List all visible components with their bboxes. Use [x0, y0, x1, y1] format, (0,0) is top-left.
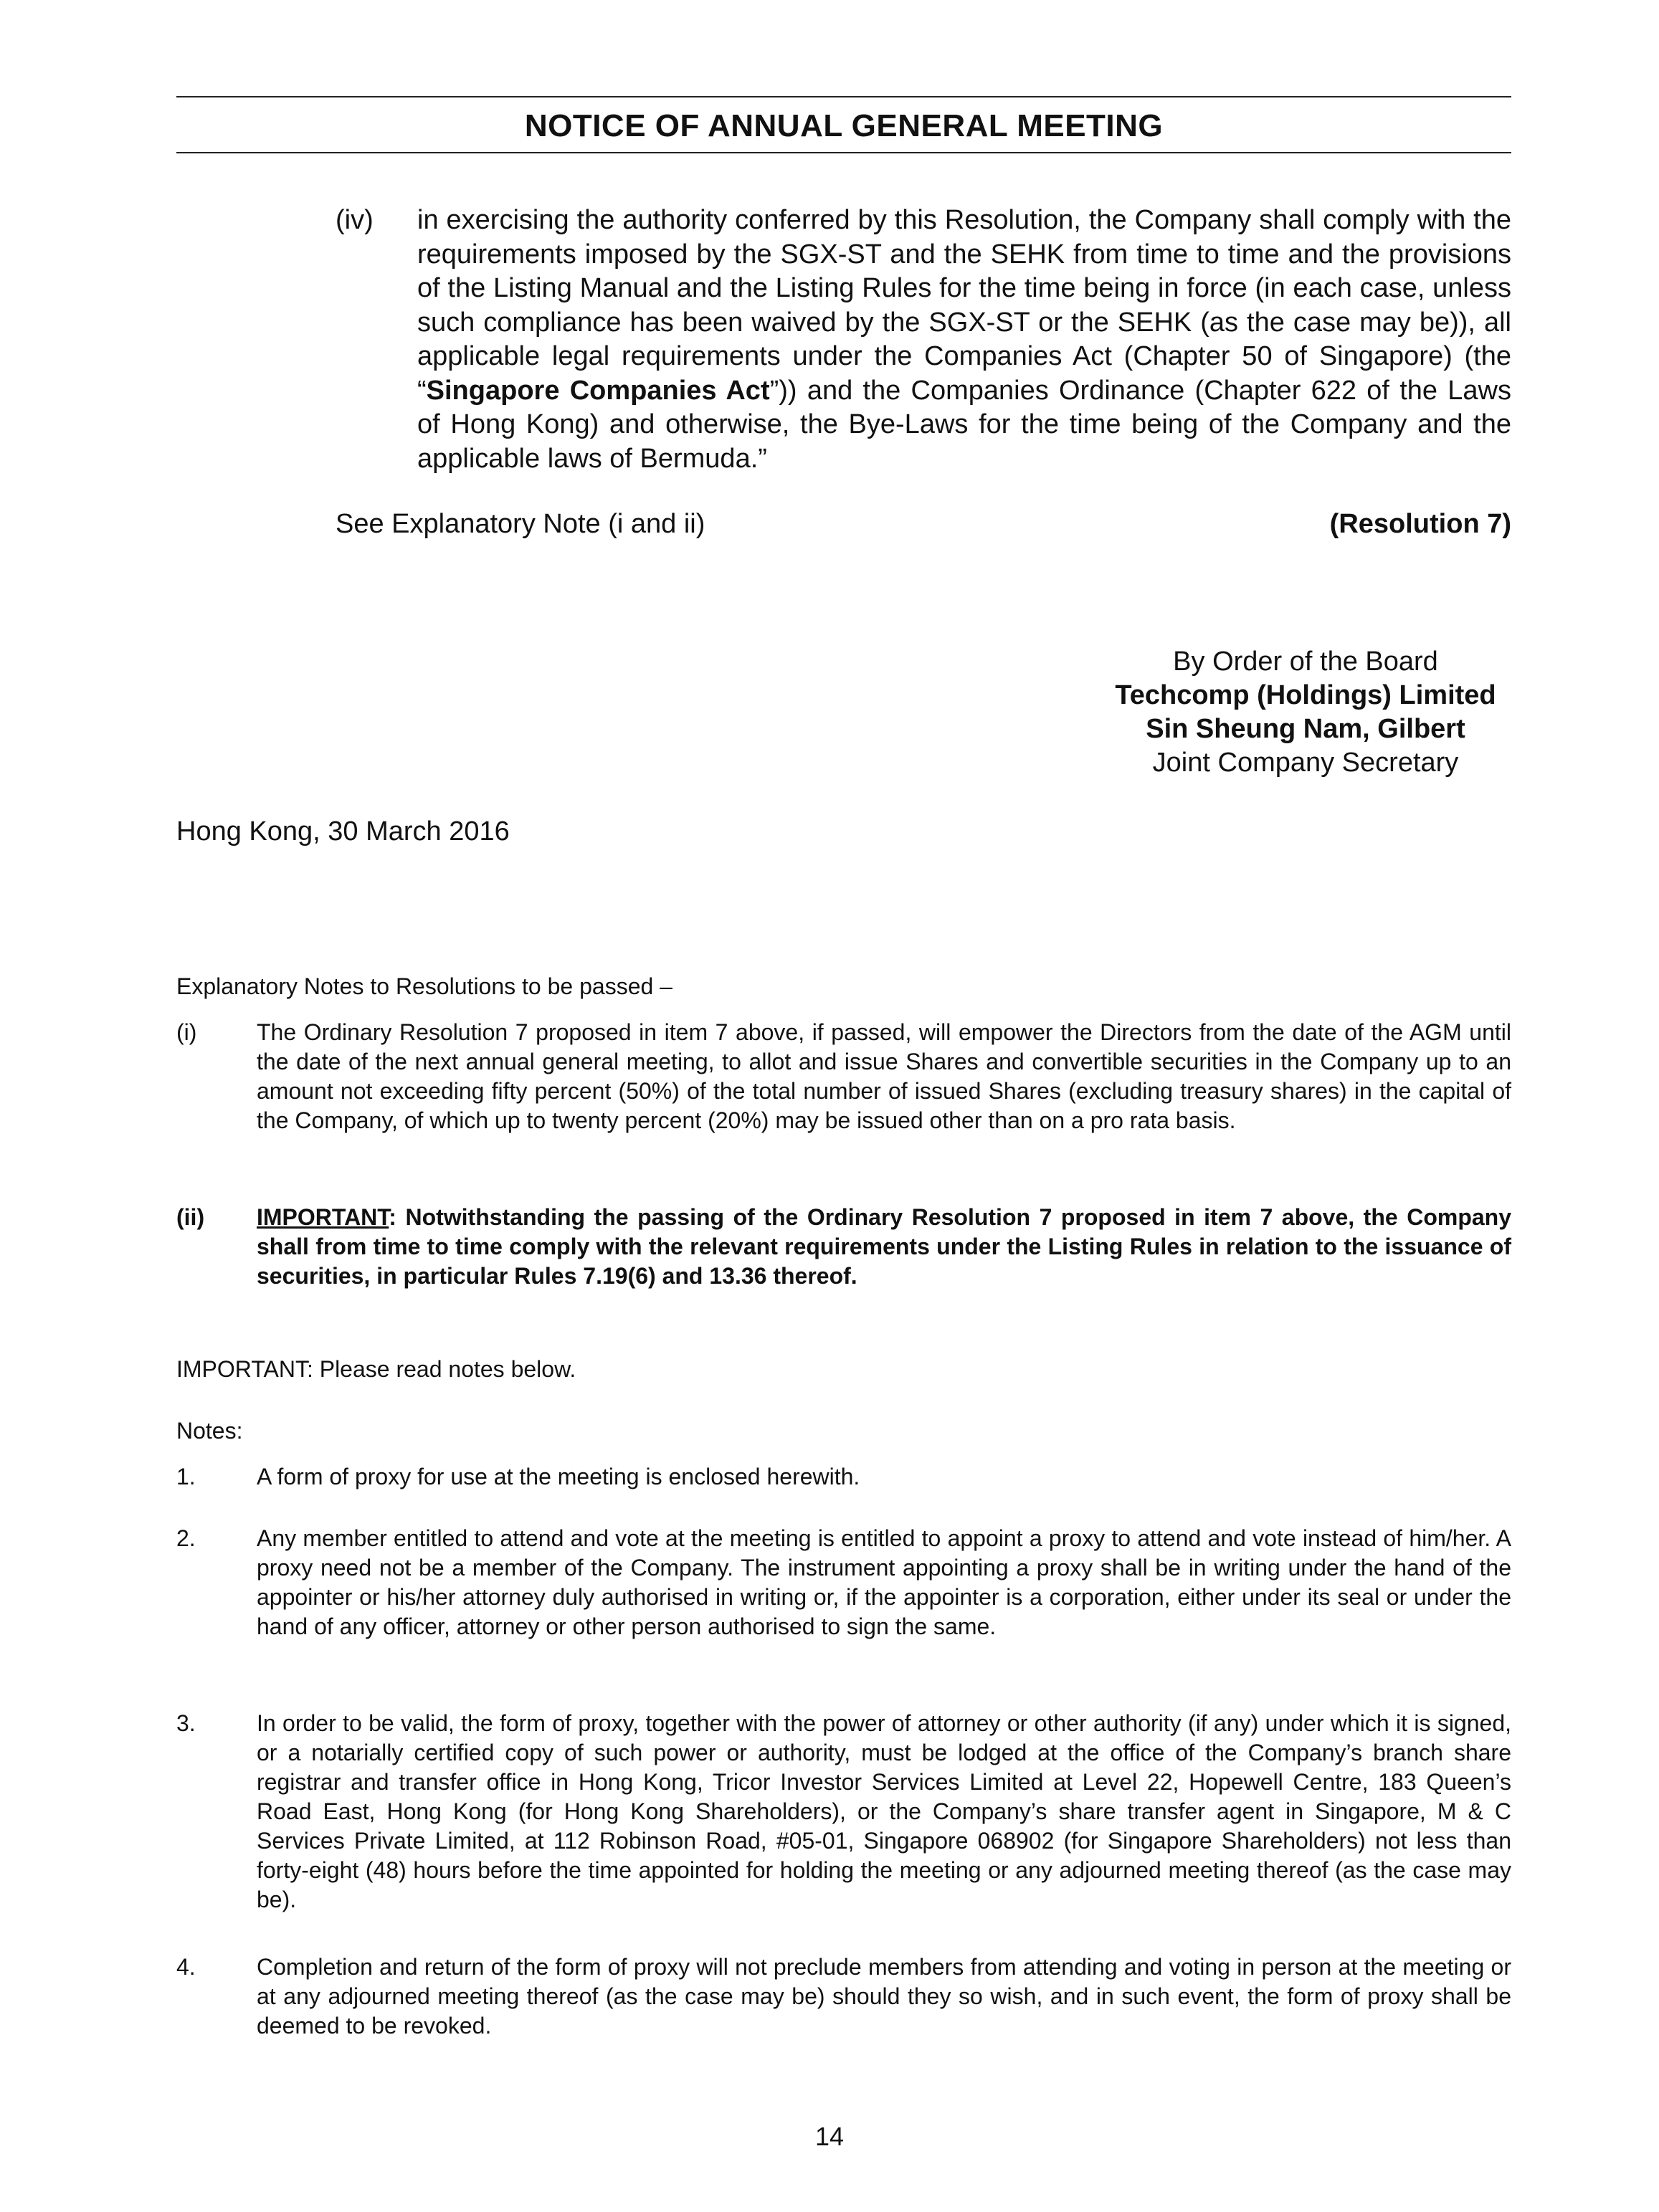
note-number: (i) — [176, 1019, 197, 1045]
defined-term: Singapore Companies Act — [426, 375, 770, 406]
explanatory-notes-heading: Explanatory Notes to Resolutions to be passed – — [176, 973, 672, 999]
note-number: (ii) — [176, 1204, 205, 1230]
company-name: Techcomp (Holdings) Limited — [1115, 680, 1496, 710]
note-2 — [176, 1524, 1511, 1641]
page-number: 14 — [814, 2122, 845, 2151]
resolution-item-iv — [336, 204, 1511, 476]
resolution-item-text — [417, 204, 1511, 476]
note-number: 2. — [176, 1525, 196, 1551]
note-text: The Ordinary Resolution 7 proposed in item 7 above, if passed, will empower the Directors from the date of the AGM until the date of the next annual general meeting, to allot and issue Shares and convertible securities in the Company up to an amount not exceeding fifty percent (50%) of the total number of issued Shares (excluding treasury shares) in the capital of the Company, of which up to twenty percent (20%) may be issued other than on a pro rata basis. — [257, 1019, 1511, 1133]
note-number: 3. — [176, 1710, 196, 1736]
signature-block — [1061, 645, 1550, 780]
resolution-label: (Resolution 7) — [1329, 509, 1511, 539]
explanatory-note-ii — [176, 1203, 1511, 1291]
see-note-text: See Explanatory Note (i and ii) — [336, 509, 705, 539]
note-number: 1. — [176, 1464, 196, 1489]
resolution-text-part2: ”)) and the Companies Ordinance (Chapter 622 of the Laws of Hong Kong) and otherwise, the Bye-Laws for the time being of the Company and the applicable laws of Bermuda.” — [417, 375, 1511, 474]
note-text: In order to be valid, the form of proxy, together with the power of attorney or other authority (if any) under which it is signed, or a notarially certified copy of such power or authority, must be lodged at the office of the Company’s branch share registrar and transfer office in Hong Kong, Tricor Investor Services Limited at Level 22, Hopewell Centre, 183 Queen’s Road East, Hong Kong (for Hong Kong Shareholders), or the Company’s share transfer agent in Singapore, M & C Services Private Limited, at 112 Robinson Road, #05-01, Singapore 068902 (for Singapore Shareholders) not less than forty-eight (48) hours before the time appointed for holding the meeting or any adjourned meeting thereof (as the case may be). — [257, 1710, 1511, 1912]
secretary-role: Joint Company Secretary — [1152, 748, 1459, 778]
note-text — [257, 1203, 1511, 1291]
resolution-item-number: (iv) — [336, 205, 374, 235]
note-text: A form of proxy for use at the meeting is enclosed herewith. — [257, 1464, 860, 1489]
page-title: NOTICE OF ANNUAL GENERAL MEETING — [524, 108, 1164, 143]
note-text: Completion and return of the form of proxy will not preclude members from attending and voting in person at the meeting or at any adjourned meeting thereof (as the case may be) should they so wish, and in such event, the form of proxy shall be deemed to be revoked. — [257, 1954, 1511, 2039]
note-4 — [176, 1953, 1511, 2041]
secretary-name: Sin Sheung Nam, Gilbert — [1146, 714, 1465, 744]
note-3 — [176, 1709, 1511, 1915]
note-text-body: : Notwithstanding the passing of the Ordinary Resolution 7 proposed in item 7 above, the Company shall from time to time comply with the relevant requirements under the Listing Rules in relation to the issuance of securities, in particular Rules 7.19(6) and 13.36 thereof. — [257, 1204, 1511, 1289]
note-text: Any member entitled to attend and vote at the meeting is entitled to appoint a proxy to attend and vote instead of him/her. A proxy need not be a member of the Company. The instrument appointing a proxy shall be in writing under the hand of the appointer or his/her attorney duly authorised in writing or, if the appointer is a corporation, either under its seal or under the hand of any officer, attorney or other person authorised to sign the same. — [257, 1525, 1511, 1639]
explanatory-reference-line — [336, 507, 1511, 541]
explanatory-note-i — [176, 1018, 1511, 1135]
resolution-text-part1: in exercising the authority conferred by this Resolution, the Company shall comply with the requirements imposed by the SGX-ST and the SEHK from time to time and the provisions of the Listing Manual and the Listing Rules for the time being in force (in each case, unless such compliance has been waived by the SGX-ST or the SEHK (as the case may be)), all applicable legal requirements under the Companies Act (Chapter 50 of Singapore) (the “ — [417, 205, 1511, 406]
important-line: IMPORTANT: Please read notes below. — [176, 1356, 576, 1382]
note-number: 4. — [176, 1954, 196, 1980]
signoff-line: By Order of the Board — [1173, 647, 1438, 677]
dateline: Hong Kong, 30 March 2016 — [176, 816, 510, 847]
important-label: IMPORTANT — [257, 1204, 389, 1230]
note-1 — [176, 1462, 1511, 1492]
notes-heading: Notes: — [176, 1418, 243, 1444]
header-bottom-rule — [176, 152, 1511, 153]
header-top-rule — [176, 96, 1511, 97]
